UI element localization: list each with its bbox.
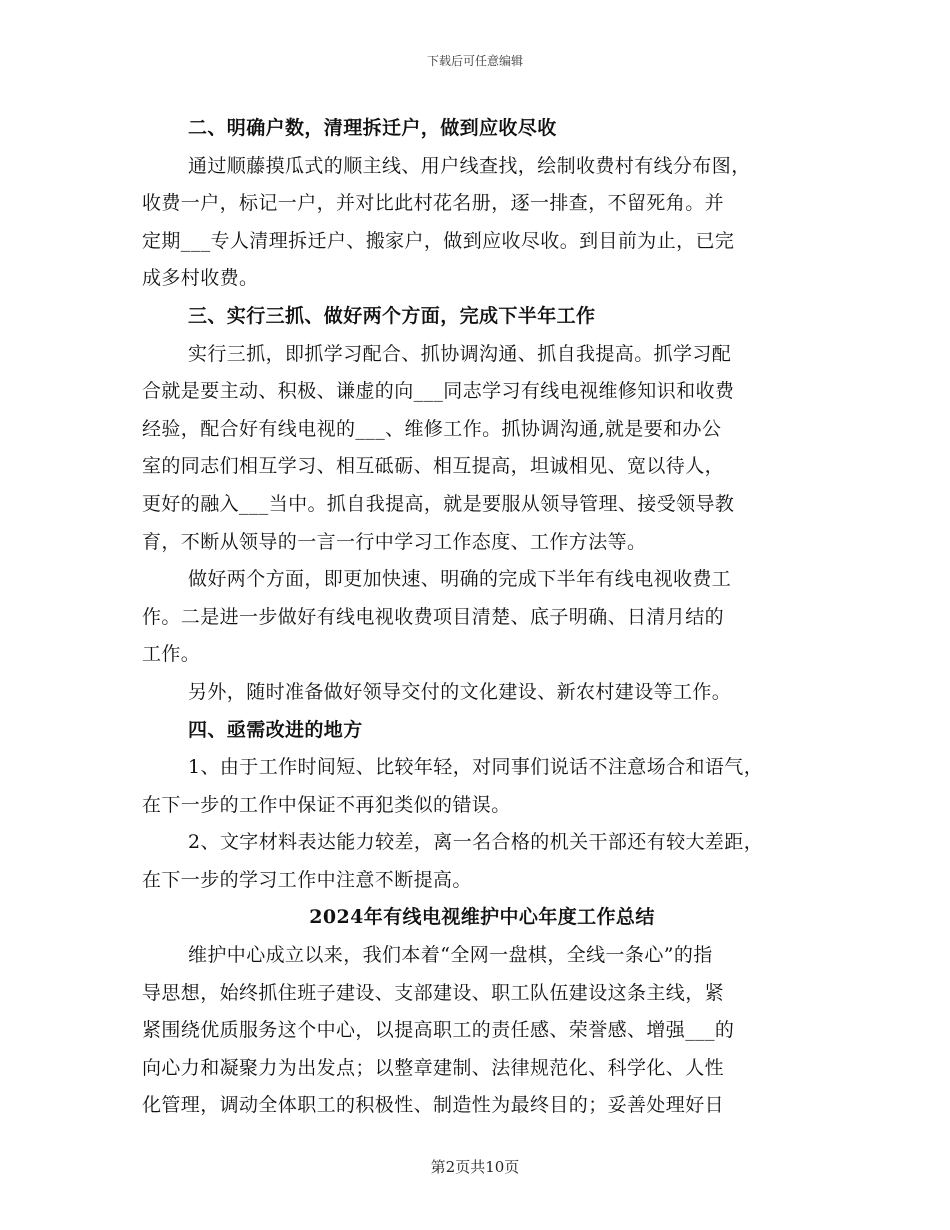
text-line: 育，不断从领导的一言一行中学习工作态度、工作方法等。 [142,530,647,553]
text-line: 做好两个方面，即更加快速、明确的完成下半年有线电视收费工 [188,568,732,591]
text-line: 1、由于工作时间短、比较年轻，对同事们说话不注意场合和语气， [188,756,764,779]
text-line: 通过顺藤摸瓜式的顺主线、用户线查找，绘制收费村有线分布图， [188,154,751,177]
text-line: 2、文字材料表达能力较差，离一名合格的机关干部还有较大差距， [188,831,764,854]
text-line: 收费一户，标记一户，并对比此村花名册，逐一排查，不留死角。并 [142,192,725,215]
text-line: 化管理，调动全体职工的积极性、制造性为最终目的；妥善处理好日 [142,1094,725,1117]
text-line: 作。二是进一步做好有线电视收费项目清楚、底子明确、日清月结的 [142,605,725,628]
section-title: 2024年有线电视维护中心年度工作总结 [309,906,655,929]
text-line: 三、实行三抓、做好两个方面，完成下半年工作 [188,304,596,327]
text-line: 另外，随时准备做好领导交付的文化建设、新农村建设等工作。 [188,680,732,703]
page-number: 第2页共10页 [430,1158,520,1176]
text-line: 更好的融入___当中。抓自我提高，就是要服从领导管理、接受领导教 [142,492,735,515]
text-line: 合就是要主动、积极、谦虚的向___同志学习有线电视维修知识和收费 [142,380,735,403]
text-line: 维护中心成立以来，我们本着“全网一盘棋，全线一条心”的指 [188,944,713,967]
text-line: 在下一步的学习工作中注意不断提高。 [142,868,472,891]
text-line: 向心力和凝聚力为出发点；以整章建制、法律规范化、科学化、人性 [142,1056,725,1079]
text-line: 导思想，始终抓住班子建设、支部建设、职工队伍建设这条主线，紧 [142,981,725,1004]
document-body [142,110,822,1125]
text-line: 在下一步的工作中保证不再犯类似的错误。 [142,793,511,816]
text-line: 四、亟需改进的地方 [188,718,363,741]
text-line: 紧围绕优质服务这个中心，以提高职工的责任感、荣誉感、增强___的 [142,1019,735,1042]
text-line: 实行三抓，即抓学习配合、抓协调沟通、抓自我提高。抓学习配 [188,342,732,365]
text-line: 成多村收费。 [142,267,259,290]
text-line: 经验，配合好有线电视的___、维修工作。抓协调沟通,就是要和办公 [142,417,722,440]
text-line: 二、明确户数，清理拆迁户，做到应收尽收 [188,117,557,139]
text-line: 定期___专人清理拆迁户、搬家户，做到应收尽收。到目前为止，已完 [142,229,735,252]
text-line: 室的同志们相互学习、相互砥砺、相互提高，坦诚相见、宽以待人， [142,455,725,478]
text-line: 工作。 [142,643,201,666]
page-header: 下载后可任意编辑 [426,54,523,68]
